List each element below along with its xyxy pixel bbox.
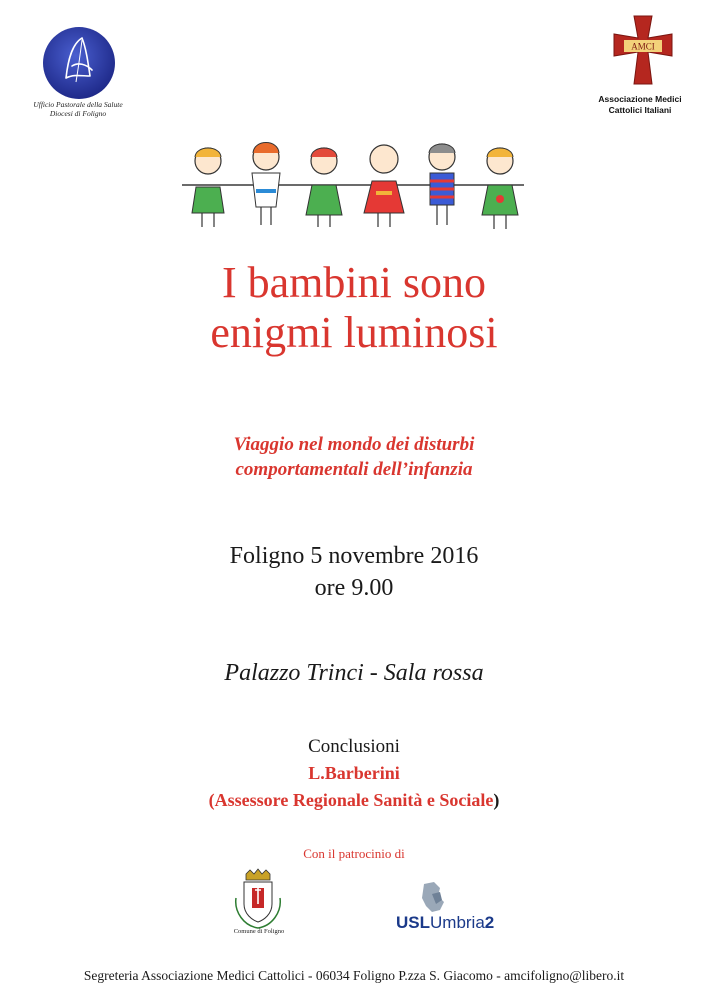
child-figure-5 <box>429 144 455 225</box>
event-subtitle-line-2: comportamentali dell’infanzia <box>235 459 473 480</box>
event-subtitle-line-1: Viaggio nel mondo dei disturbi <box>233 434 475 455</box>
speaker-role-text: (Assessore Regionale Sanità e Sociale <box>208 790 494 810</box>
pastoral-health-logo-icon <box>42 26 116 100</box>
event-subtitle <box>0 432 708 482</box>
comune-crest-icon <box>232 868 284 930</box>
child-figure-1 <box>192 148 224 227</box>
children-holding-hands-illustration <box>178 135 530 235</box>
conclusions-label: Conclusioni <box>308 736 400 757</box>
amci-logo-text: AMCI <box>631 41 655 52</box>
event-title-line-1: I bambini sono <box>222 258 486 307</box>
event-date: Foligno 5 novembre 2016 <box>229 543 479 569</box>
comune-caption: Comune di Foligno <box>233 928 285 935</box>
patronage-label: Con il patrocinio di <box>303 846 405 861</box>
event-title <box>0 258 708 358</box>
amci-caption: Associazione Medici Cattolici Italiani <box>598 94 682 115</box>
child-figure-2 <box>252 143 280 226</box>
footer-contact: Segreteria Associazione Medici Cattolici - 06034 Foligno P.zza S. Giacomo - amcifoligno@libero.it <box>83 968 625 983</box>
event-venue: Palazzo Trinci - Sala rossa <box>224 660 484 686</box>
amci-cross-icon <box>612 14 674 86</box>
speaker-role <box>0 789 708 811</box>
event-time: ore 9.00 <box>314 575 394 601</box>
speaker-name: L.Barberini <box>308 763 400 783</box>
child-figure-4 <box>364 145 404 227</box>
pastoral-office-caption: Ufficio Pastorale della Salute Diocesi di Foligno <box>33 100 123 118</box>
child-figure-3 <box>306 148 342 227</box>
child-figure-6 <box>482 148 518 229</box>
event-title-line-2: enigmi luminosi <box>210 308 498 357</box>
speaker-role-closing: ) <box>493 790 500 810</box>
usl-umbria-wordmark: USLUmbria2 <box>396 913 495 932</box>
